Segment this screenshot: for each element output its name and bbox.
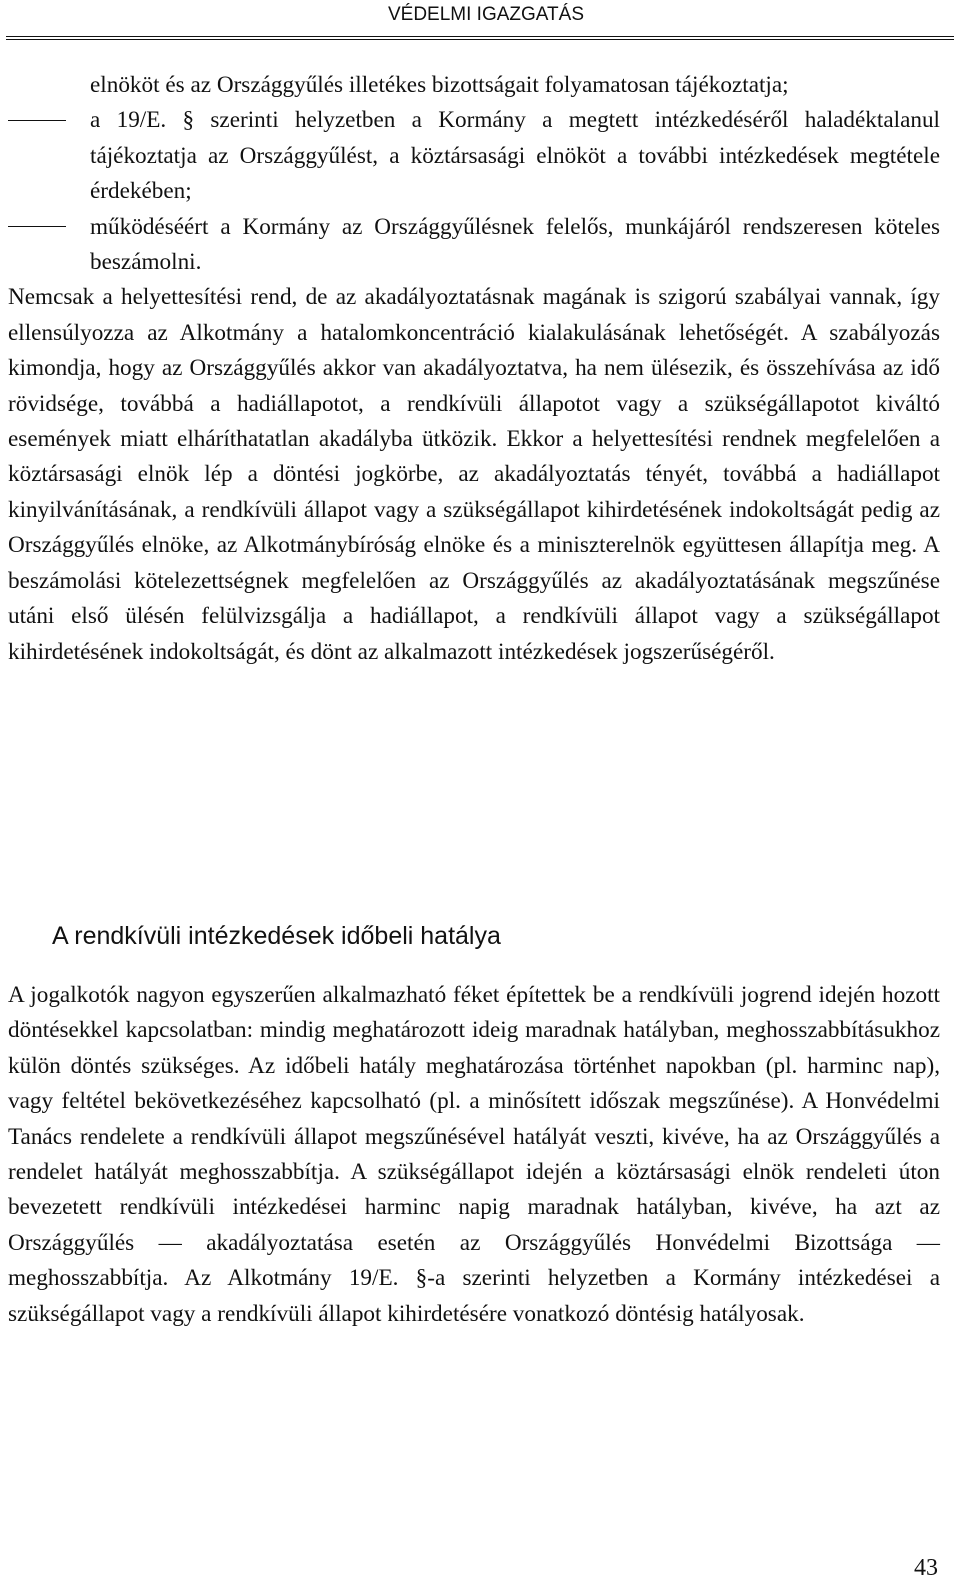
body-paragraph: Nemcsak a helyettesítési rend, de az akadályoztatásnak magának is szigorú szabályai vannak, így ellensúlyozza az Alkotmány a hatalomkoncentráció kialakulásának lehetőségét. A szabályozás kimondja, hogy az Országgyűlés akkor van akadályoztatva, ha nem ülésezik, és összehívása az idő rövidsége, továbbá a hadiállapotot, a rendkívüli állapotot vagy a szükségállapotot kiváltó események miatt elháríthatatlan akadályba ütközik. Ekkor a helyettesítési rendnek megfelelően a köztársasági elnök lép a döntési jogkörbe, az akadályoztatás tényét, továbbá a hadiállapot kinyilvánításának, a rendkívüli állapot vagy a szükségállapot kihirdetésének indokoltságát pedig az Országgyűlés elnöke, az Alkotmánybíróság elnöke és a miniszterelnök együttesen állapítja meg. A beszámolási kötelezettségnek megfelelően az Országgyűlés az akadályoztatásának megszűnése utáni első ülésén felülvizsgálja a hadiállapot, a rendkívüli állapot vagy a szükségállapot kihirdetésének indokoltságát, és dönt az alkalmazott intézkedések jogszerűségéről. xyxy=(8,284,940,665)
body-paragraph: A jogalkotók nagyon egyszerűen alkalmazható féket építettek be a rendkívüli jogrend idején hozott döntésekkel kapcsolatban: mindig meghatározott ideig maradnak hatályban, meghosszabbításukhoz külön döntés szükséges. Az időbeli hatály meghatározása történhet napokban (pl. harminc nap), vagy feltétel bekövetkezéséhez kapcsolható (pl. a minősített időszak megszűnése). A Honvédelmi Tanács rendelete a rendkívüli állapot megszűnésével hatályát veszti, kivéve, ha az Országgyűlés a rendelet hatályát meghosszabbítja. A szükségállapot idején a köztársasági elnök rendeleti úton bevezetett rendkívüli intézkedései harminc napig maradnak hatályban, kivéve, ha azt az Országgyűlés — akadályoztatása esetén az Országgyűlés Honvédelmi Bizottsága — meghosszabbítja. Az Alkotmány 19/E. §-a szerinti helyzetben a Kormány intézkedései a szükségállapot vagy a rendkívüli állapot kihirdetésére vonatkozó döntésig hatályosak. xyxy=(8,982,940,1327)
list-item xyxy=(8,103,940,209)
dash-bullet xyxy=(8,120,66,121)
list-item-continued: elnököt és az Országgyűlés illetékes bizottságait folyamatosan tájékoztatja; xyxy=(90,72,789,98)
running-header: VÉDELMI IGAZGATÁS xyxy=(387,4,584,25)
section-heading: A rendkívüli intézkedések időbeli hatálya xyxy=(52,922,501,950)
header-rule xyxy=(6,36,954,40)
dash-bullet xyxy=(8,226,66,227)
list-item-text: működéséért a Kormány az Országgyűlésnek felelős, munkájáról rendszeresen köteles beszámolni. xyxy=(90,213,940,276)
section-content xyxy=(8,978,940,1332)
main-content xyxy=(8,68,940,670)
list-item-text: a 19/E. § szerinti helyzetben a Kormány a megtett intézkedéséről haladéktalanul tájékoztatja az Országgyűlést, a köztársasági elnököt a további intézkedések megtétele érdekében; xyxy=(90,107,940,205)
page-number: 43 xyxy=(914,1555,938,1581)
list-item xyxy=(8,210,940,281)
